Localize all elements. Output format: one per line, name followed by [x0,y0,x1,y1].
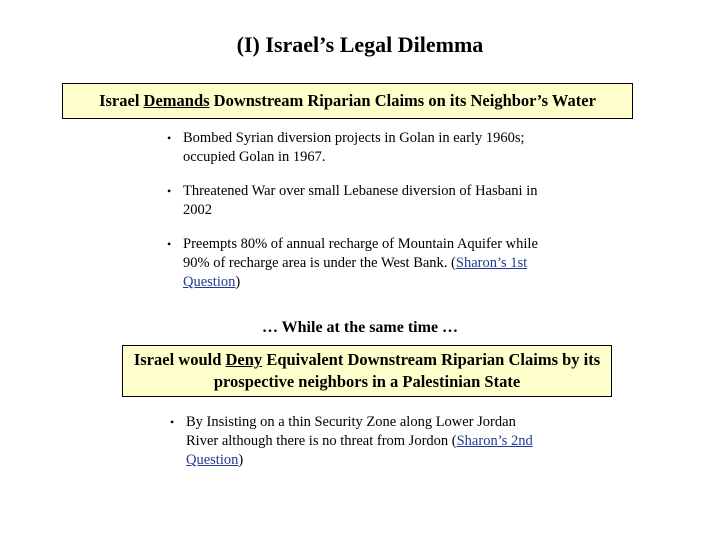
bullet-icon: • [167,131,172,145]
bullet-text-tail: ) [235,274,241,290]
sharons-2nd-question-link[interactable]: Sharon’s 2nd Question [186,433,533,468]
demands-bullet-list [167,129,547,307]
bullet-text: Threatened War over small Lebanese diversion of Hasbani in 2002 [183,183,538,218]
list-item [167,182,547,220]
box1-text-post: Downstream Riparian Claims on its Neighbor’s Water [209,91,596,110]
transition-text: … While at the same time … [261,319,459,336]
bullet-text: Preempts 80% of annual recharge of Mountain Aquifer while 90% of recharge area is under the West Bank. ( [183,236,538,271]
bullet-text: By Insisting on a thin Security Zone along Lower Jordan River although there is no threat from Jordon ( [186,414,516,449]
demands-claim-box [62,83,633,119]
bullet-icon: • [167,237,172,251]
list-item [167,235,547,292]
box2-emphasis-deny: Deny [225,350,263,369]
box2-text-post: Equivalent Downstream Riparian Claims by its prospective neighbors in a Palestinian State [213,350,601,391]
list-item [170,413,550,470]
slide-title: (I) Israel’s Legal Dilemma [236,32,484,57]
deny-claim-box [122,345,612,397]
list-item [167,129,547,167]
bullet-icon: • [170,415,175,429]
box1-text-pre: Israel [99,91,144,110]
bullet-text: Bombed Syrian diversion projects in Golan in early 1960s; occupied Golan in 1967. [183,130,525,165]
sharons-1st-question-link[interactable]: Sharon’s 1st Question [183,255,528,290]
box1-emphasis-demands: Demands [143,91,210,110]
box2-text-pre: Israel would [133,350,226,369]
deny-bullet-list [170,413,550,485]
bullet-text-tail: ) [238,452,244,468]
bullet-icon: • [167,184,172,198]
